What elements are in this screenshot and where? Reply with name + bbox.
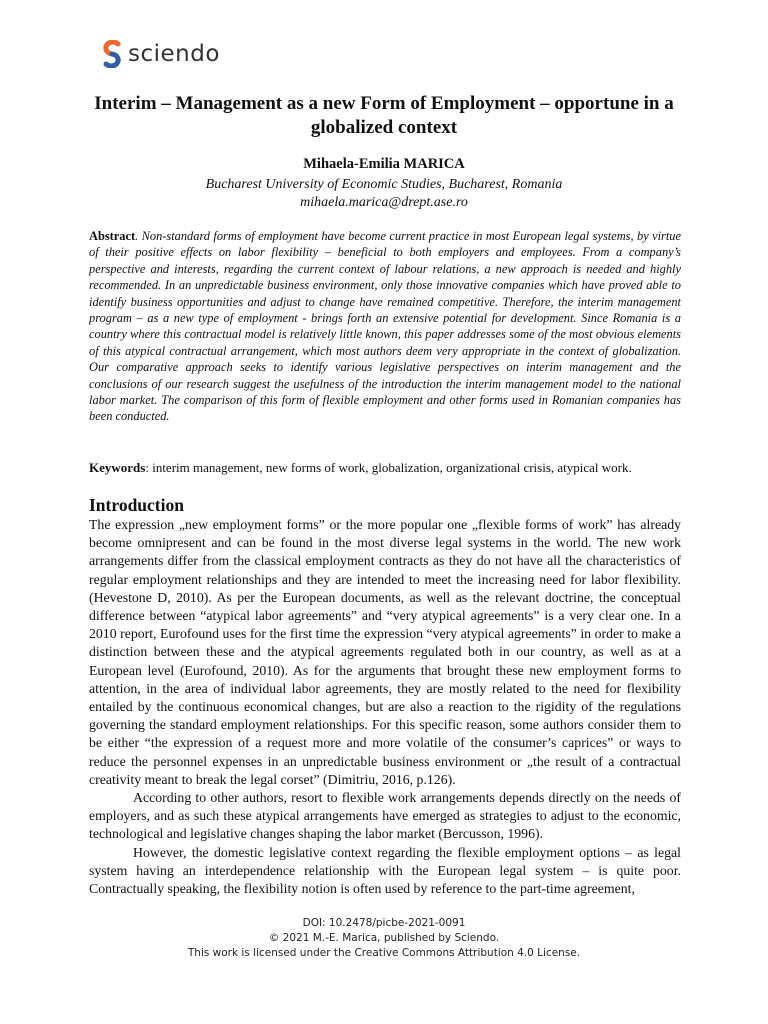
- publisher-logo: [102, 40, 220, 68]
- footer-doi[interactable]: DOI: 10.2478/picbe-2021-0091: [302, 917, 466, 929]
- abstract: [89, 228, 681, 425]
- introduction-body: [89, 516, 681, 898]
- footer-license[interactable]: This work is licensed under the Creative Commons Attribution 4.0 License.: [187, 947, 581, 959]
- abstract-text: . Non-standard forms of employment have become current practice in most European legal systems, by virtue of their positive effects on labor flexibility – beneficial to both employers and employees. From a company’s perspective and interests, regarding the current context of labour relations, a new approach is needed and highly recommended. In an unpredictable business environment, only those innovative companies which have proved able to identify business opportunities and adjust to change have remained competitive. Therefore, the interim management program – as a new type of employment - brings forth an extensive potential for development. Since Romania is a country where this contractual model is relatively little known, this paper addresses some of the most obvious elements of this atypical contractual arrangement, which most authors deem very appropriate in the context of globalization. Our comparative approach seeks to identify various legislative perspectives on interim management and the conclusions of our research suggest the usefulness of the introduction the interim management model to the national labor market. The comparison of this form of flexible employment and other forms used in Romanian companies has been conducted.: [89, 229, 681, 424]
- paper-title: Interim – Management as a new Form of Employment – opportune in a globalized context: [94, 93, 674, 138]
- body-paragraph: The expression „new employment forms” or the more popular one „flexible forms of work” has already become omnipresent and can be found in the most diverse legal systems in the world. The new work arrangements differ from the classical employment contracts as they do not have all the characteristics of regular employment relationships and they are intended to meet the increasing need for labor flexibility. (Hevestone D, 2010). As per the European documents, as well as the relevant doctrine, the conceptual difference between “atypical labor agreements” and “very atypical agreements” is a very clear one. In a 2010 report, Eurofound uses for the first time the expression “very atypical agreements” in order to make a distinction between these and the atypical agreements regulated both in our country, as well as at a European level (Eurofound, 2010). As for the arguments that brought these new employment forms to attention, in the area of individual labor agreements, they are mostly related to the need for flexibility entailed by the continuous economical changes, but are also a reaction to the rigidity of the regulations governing the standard employment relationships. For this specific reason, some authors consider them to be either “the expression of a request more and more volatile of the consumer’s caprices” or ways to reduce the personnel expenses in an unpredictable business environment or „the result of a contractual creativity meant to break the legal corset” (Dimitriu, 2016, p.126).: [89, 517, 681, 787]
- sciendo-logo-icon: [102, 40, 122, 68]
- keywords-text: : interim management, new forms of work, globalization, organizational crisis, atypical work.: [145, 460, 632, 475]
- footer-copyright: © 2021 M.-E. Marica, published by Sciendo.: [268, 932, 500, 944]
- section-heading-introduction: Introduction: [89, 495, 184, 515]
- author-name: Mihaela-Emilia MARICA: [303, 156, 465, 172]
- author-affiliation-block: [80, 176, 688, 212]
- keywords: [89, 460, 681, 476]
- keywords-label: Keywords: [89, 460, 146, 475]
- body-paragraph: According to other authors, resort to flexible work arrangements depends directly on the needs of employers, and as such these atypical arrangements have emerged as strategies to adjust to the economic, technological and legislative changes shaping the labor market (Bercusson, 1996).: [89, 790, 681, 842]
- publisher-name: sciendo: [128, 41, 220, 67]
- body-paragraph: However, the domestic legislative context regarding the flexible employment options – as legal system having an interdependence relationship with the European legal system – is quite poor. Contractually speaking, the flexibility notion is often used by reference to the part-time agreement,: [89, 844, 681, 897]
- abstract-label: Abstract: [89, 229, 136, 243]
- page-footer: [80, 916, 688, 961]
- author-affiliation: Bucharest University of Economic Studies, Bucharest, Romania: [205, 177, 563, 192]
- author-email[interactable]: mihaela.marica@drept.ase.ro: [300, 195, 468, 210]
